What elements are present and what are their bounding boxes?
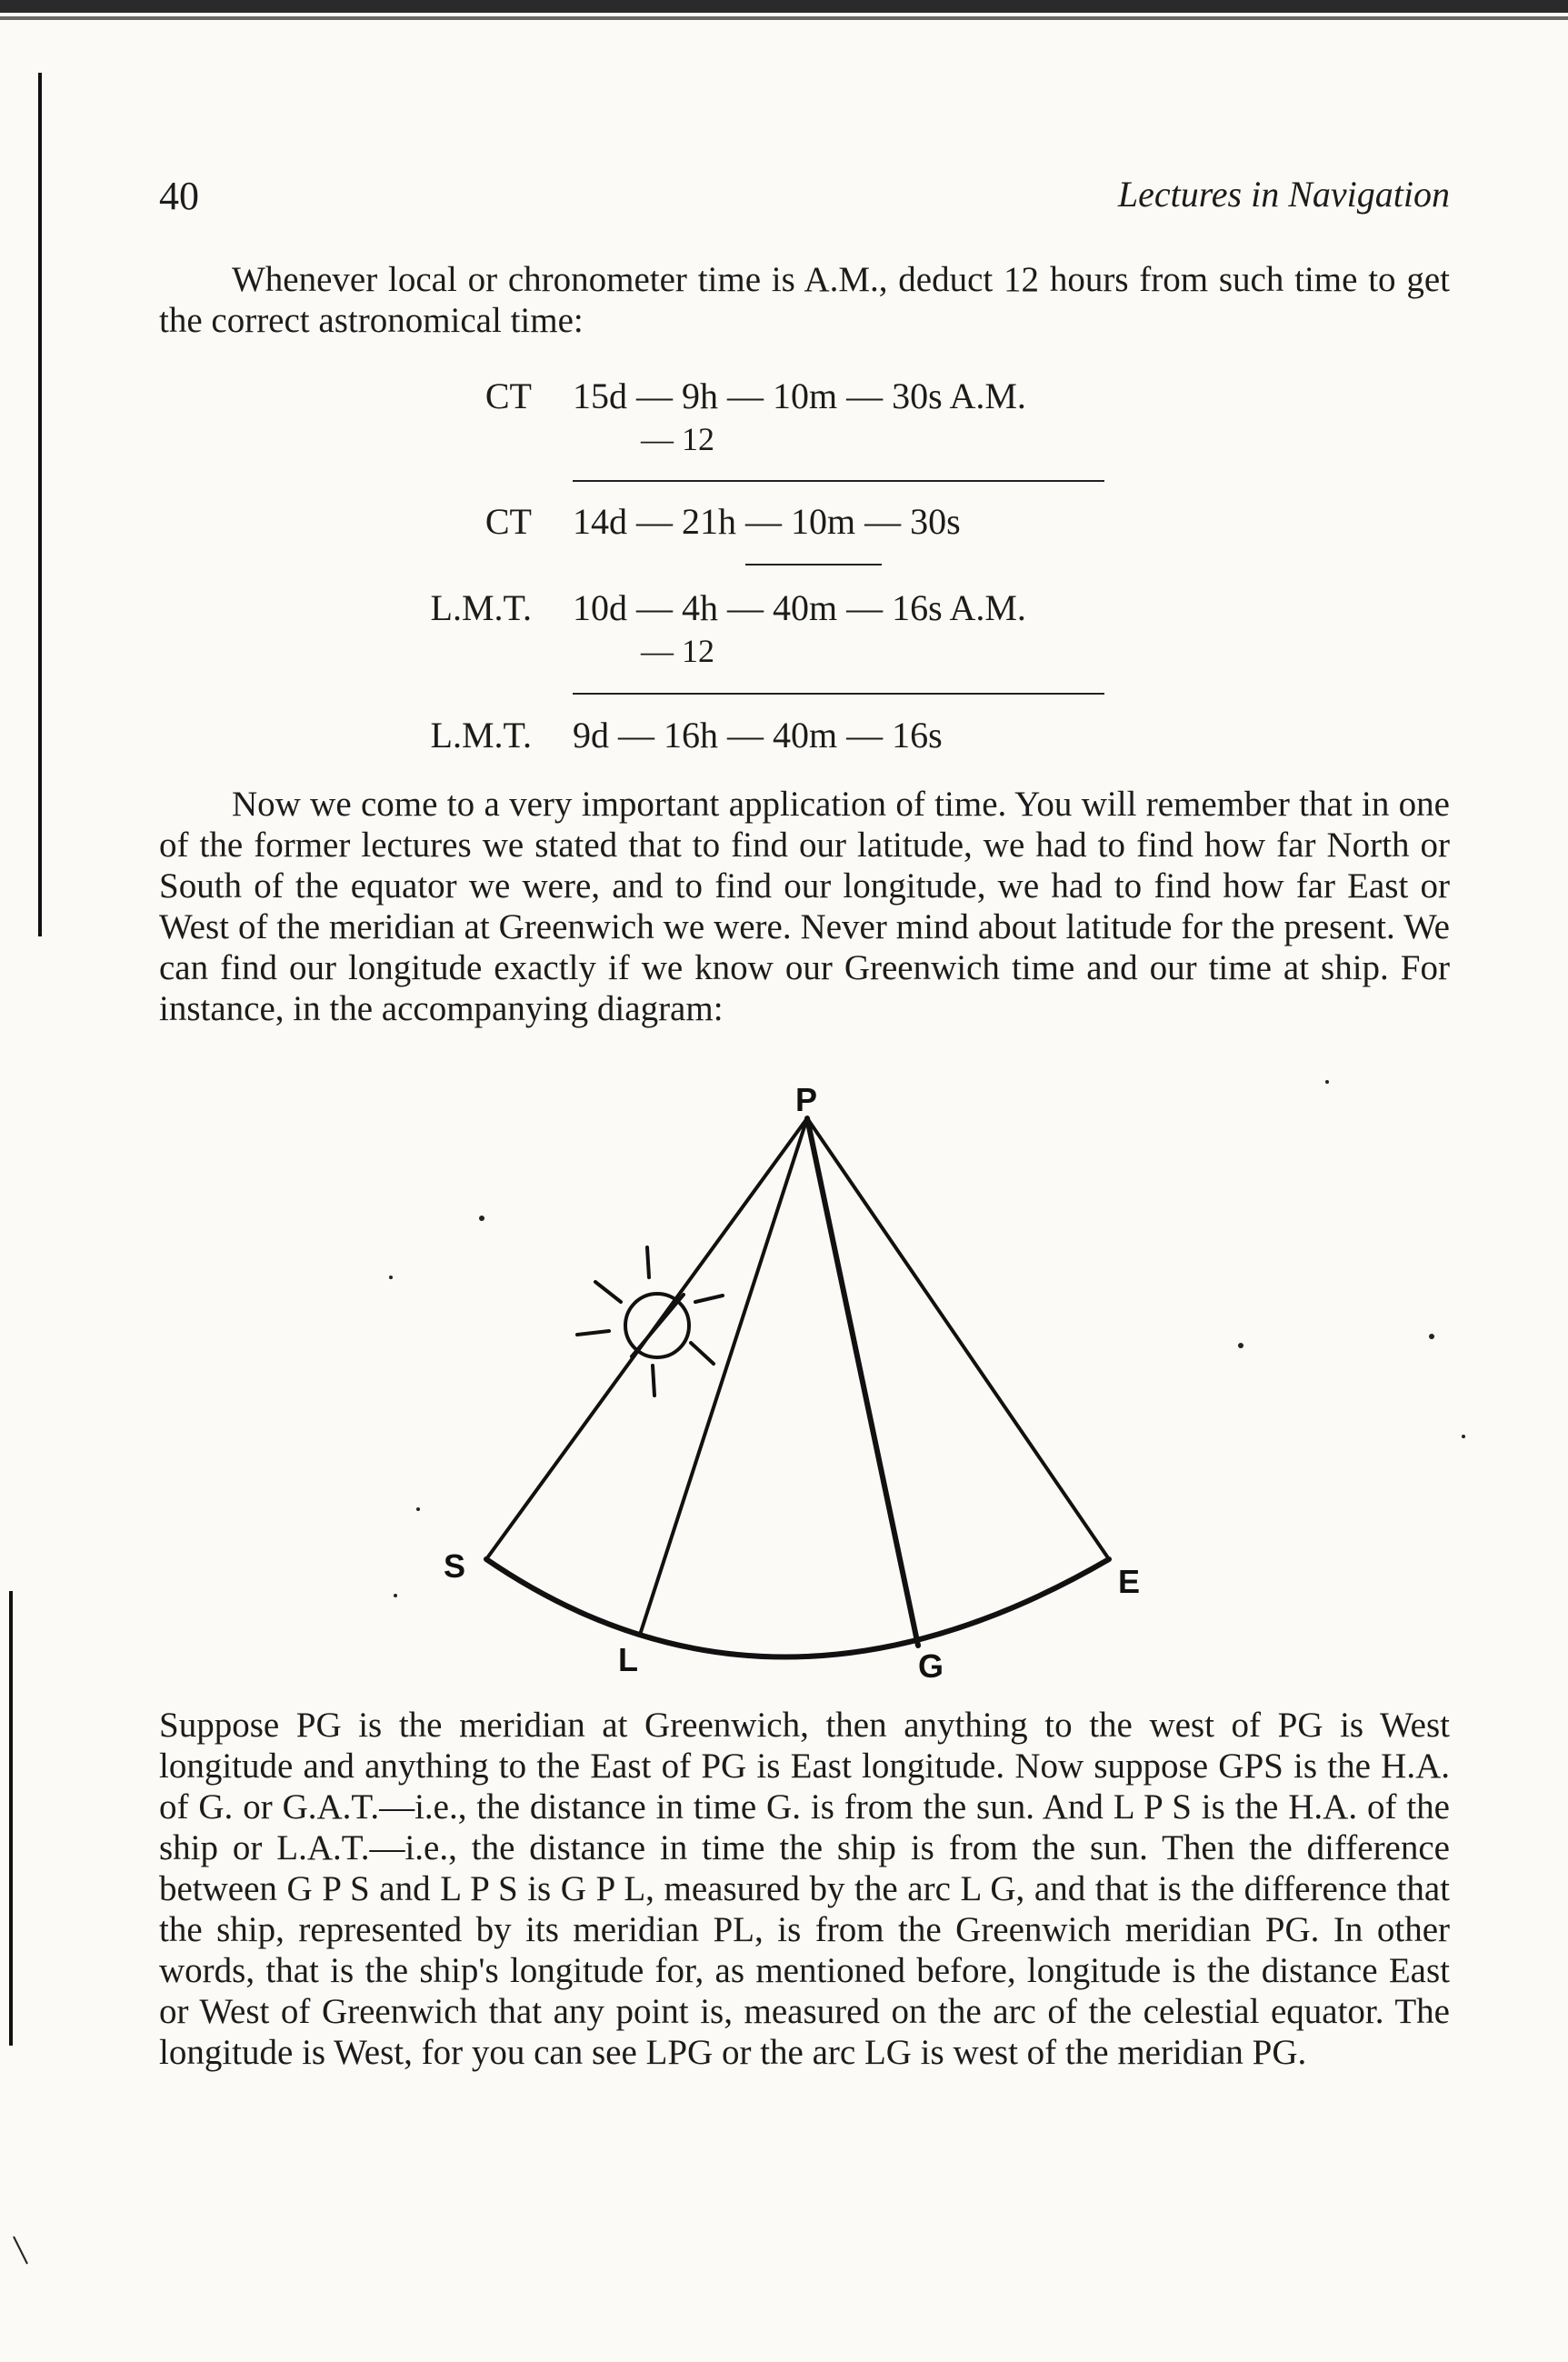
- calc-row-4-value: 9d — 16h — 40m — 16s: [573, 715, 943, 756]
- calc-row-3-label: L.M.T.: [430, 587, 532, 628]
- intro-paragraph: [159, 259, 1450, 341]
- body-paragraph-2-text: Suppose PG is the meridian at Greenwich, then anything to the west of PG is West longitude and anything to the East of PG is East longitude. Now suppose GPS is the H.A. of G. or G.A.T.—i.e., the distance in time G. is from the sun. And L P S is the H.A. of the ship or L.A.T.—i.e., the distance in time the ship is from the sun. Then the difference between G P S and L P S is G P L, measured by the arc L G, and that is the difference that the ship, represented by its meridian PL, is from the Greenwich meridian PG. In other words, that is the ship's longitude for, as mentioned before, longitude is the distance East or West of Greenwich that any point is, measured on the arc of the celestial equator. The longitude is West, for you can see LPG or the arc LG is west of the meridian PG.: [159, 1706, 1450, 2072]
- body-paragraph-1-text: Now we come to a very important application of time. You will remember that in one of the former lectures we stated that to find our latitude, we had to find how far North or South of the equator we were, and to find our longitude, we had to find how far East or West of the meridian at Greenwich we were. Never mind about latitude for the present. We can find our longitude exactly if we know our Greenwich time and our time at ship. For instance, in the accompanying diagram:: [159, 785, 1450, 1028]
- sun-ray: [653, 1366, 654, 1396]
- scan-left-edge-mark: [9, 1591, 13, 2046]
- label-l: L: [618, 1641, 638, 1678]
- calc-row-2-label: CT: [484, 501, 532, 542]
- label-s: S: [444, 1547, 466, 1585]
- sun-disc: [625, 1294, 689, 1357]
- label-e: E: [1118, 1563, 1141, 1600]
- sun-ray: [691, 1343, 714, 1364]
- calc-row-4-label: L.M.T.: [430, 715, 532, 756]
- scan-specks: [389, 1080, 1465, 1597]
- meridian-ps: [486, 1118, 807, 1559]
- running-title: Lectures in Navigation: [1117, 174, 1450, 215]
- sun-slash: [632, 1295, 684, 1356]
- page-header: [159, 173, 1450, 227]
- calc-row-1-value: 15d — 9h — 10m — 30s A.M.: [573, 375, 1026, 416]
- label-p: P: [795, 1081, 818, 1118]
- sum-rule: [573, 480, 1104, 482]
- sun-ray: [647, 1247, 649, 1277]
- label-g: G: [918, 1647, 944, 1685]
- meridian-pl: [641, 1118, 807, 1632]
- calc-row-3-subtract: — 12: [641, 633, 714, 669]
- equator-arc: [486, 1559, 1109, 1657]
- sum-rule: [573, 693, 1104, 695]
- scan-left-edge-mark: [38, 73, 42, 936]
- meridian-pe: [807, 1118, 1109, 1559]
- sun-ray: [577, 1331, 609, 1335]
- body-paragraph-2: [159, 1705, 1450, 2073]
- short-rule: [745, 564, 882, 565]
- sun-ray: [595, 1282, 621, 1302]
- meridian-pg: [807, 1118, 918, 1646]
- calc-row-1-subtract: — 12: [641, 421, 714, 457]
- scan-top-border-thin: [0, 16, 1568, 20]
- page-number: 40: [159, 174, 199, 218]
- sun-ray: [695, 1296, 723, 1302]
- calc-row-2-value: 14d — 21h — 10m — 30s: [573, 501, 961, 542]
- time-calculation: [364, 364, 1127, 764]
- scan-top-border: [0, 0, 1568, 13]
- calc-row-3-value: 10d — 4h — 40m — 16s A.M.: [573, 587, 1026, 628]
- calc-row-1-label: CT: [484, 375, 532, 416]
- intro-paragraph-text: Whenever local or chronometer time is A.M., deduct 12 hours from such time to get the correct astronomical time:: [159, 260, 1450, 340]
- body-paragraph-1: [159, 784, 1450, 1029]
- scan-stray-mark: [14, 2237, 27, 2264]
